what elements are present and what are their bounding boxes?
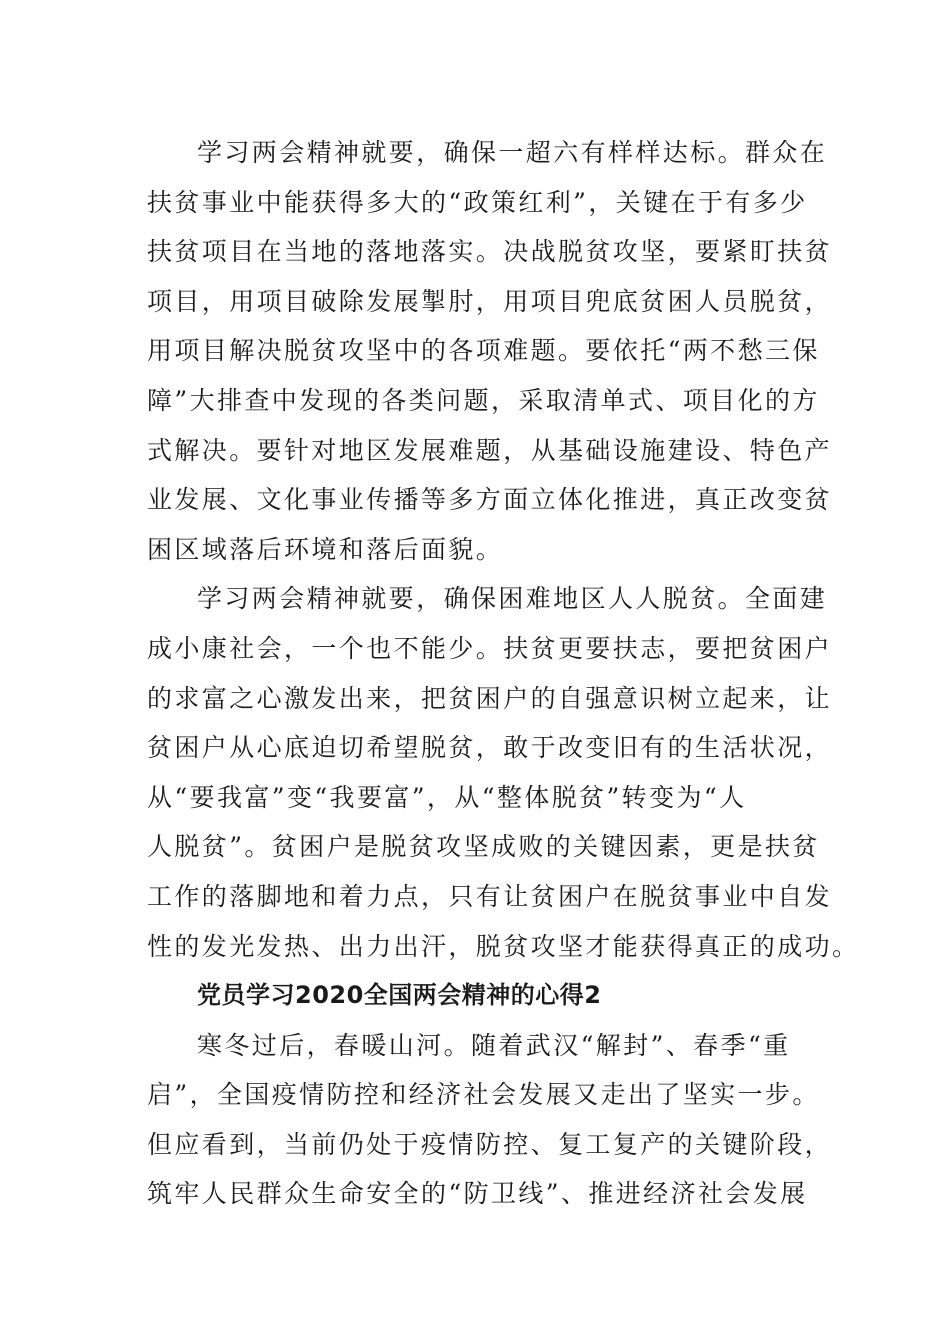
paragraph-line: 的求富之心激发出来，把贫困户的自强意识树立起来，让 — [147, 683, 833, 713]
paragraph-line: 性的发光发热、出力出汗，脱贫攻坚才能获得真正的成功。 — [147, 931, 860, 961]
paragraph-line: 成小康社会，一个也不能少。扶贫更要扶志，要把贫困户 — [147, 633, 833, 663]
paragraph-line: 扶贫项目在当地的落地落实。决战脱贫攻坚，要紧盯扶贫 — [147, 237, 833, 267]
paragraph-1 — [147, 128, 833, 574]
document-body — [147, 128, 860, 1219]
paragraph-line: 启”，全国疫情防控和经济社会发展又走出了坚实一步。 — [147, 1080, 820, 1110]
paragraph-line: 从“要我富”变“我要富”，从“整体脱贫”转变为“人 — [147, 782, 747, 812]
paragraph-line: 扶贫事业中能获得多大的“政策红利”，关键在于有多少 — [147, 187, 808, 217]
paragraph-line: 业发展、文化事业传播等多方面立体化推进，真正改变贫 — [147, 485, 833, 515]
paragraph-line: 式解决。要针对地区发展难题，从基础设施建设、特色产 — [147, 435, 833, 465]
paragraph-3 — [147, 1021, 833, 1219]
paragraph-line: 但应看到，当前仍处于疫情防控、复工复产的关键阶段， — [147, 1129, 833, 1159]
paragraph-line: 人脱贫”。贫困户是脱贫攻坚成败的关键因素，更是扶贫 — [147, 832, 820, 862]
paragraph-line: 困区域落后环境和落后面貌。 — [147, 534, 504, 564]
paragraph-line: 学习两会精神就要，确保一超六有样样达标。群众在 — [197, 138, 828, 167]
paragraph-line: 工作的落脚地和着力点，只有让贫困户在脱贫事业中自发 — [147, 881, 833, 911]
paragraph-line: 贫困户从心底迫切希望脱贫，敢于改变旧有的生活状况， — [147, 733, 833, 763]
paragraph-2 — [147, 574, 860, 971]
section-heading: 党员学习2020全国两会精神的心得2 — [197, 981, 602, 1010]
paragraph-line: 学习两会精神就要，确保困难地区人人脱贫。全面建 — [197, 584, 828, 614]
paragraph-line: 寒冬过后，春暖山河。随着武汉“解封”、春季“重 — [197, 1030, 791, 1060]
paragraph-line: 项目，用项目破除发展掣肘，用项目兜底贫困人员脱贫， — [147, 286, 833, 316]
paragraph-line: 筑牢人民群众生命安全的“防卫线”、推进经济社会发展 — [147, 1179, 808, 1209]
paragraph-line: 用项目解决脱贫攻坚中的各项难题。要依托“两不愁三保 — [147, 336, 820, 366]
paragraph-line: 障”大排查中发现的各类问题，采取清单式、项目化的方 — [147, 385, 820, 415]
